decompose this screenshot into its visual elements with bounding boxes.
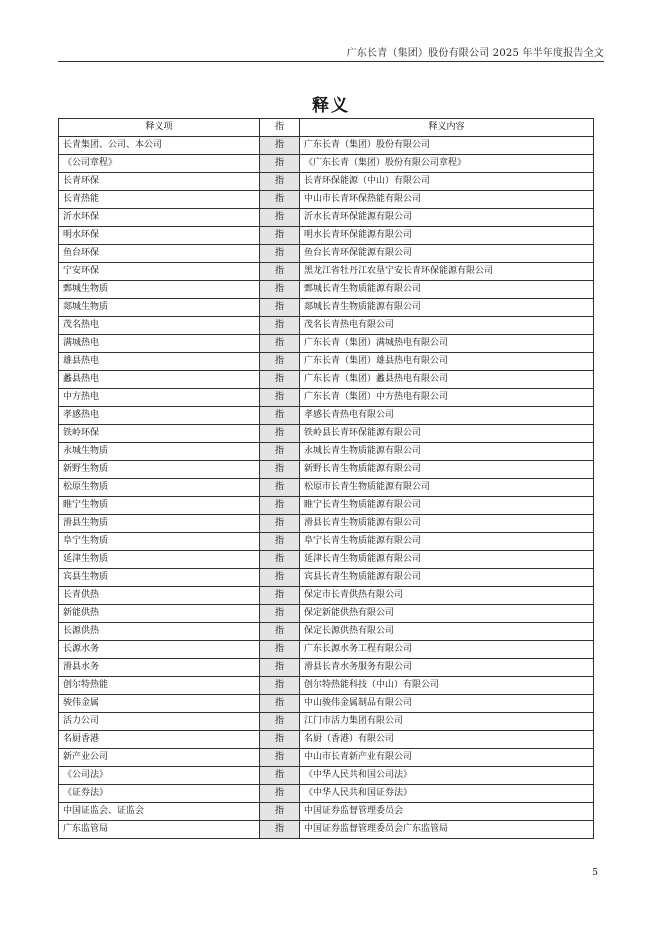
term-cell: 长源供热 <box>59 623 260 641</box>
column-header-meaning: 释义内容 <box>300 119 594 137</box>
ref-cell: 指 <box>260 173 300 191</box>
table-row <box>59 713 594 731</box>
ref-cell: 指 <box>260 821 300 839</box>
table-row <box>59 353 594 371</box>
term-cell: 创尔特热能 <box>59 677 260 695</box>
ref-cell: 指 <box>260 443 300 461</box>
ref-cell: 指 <box>260 533 300 551</box>
term-cell: 长青热能 <box>59 191 260 209</box>
term-cell: 《证券法》 <box>59 785 260 803</box>
term-cell: 铁岭环保 <box>59 425 260 443</box>
table-row <box>59 317 594 335</box>
meaning-cell: 保定长源供热有限公司 <box>300 623 594 641</box>
term-cell: 滑县水务 <box>59 659 260 677</box>
table-row <box>59 767 594 785</box>
term-cell: 中国证监会、证监会 <box>59 803 260 821</box>
term-cell: 新野生物质 <box>59 461 260 479</box>
table-row <box>59 731 594 749</box>
table-row <box>59 695 594 713</box>
term-cell: 蠡县热电 <box>59 371 260 389</box>
meaning-cell: 保定市长青供热有限公司 <box>300 587 594 605</box>
term-cell: 《公司章程》 <box>59 155 260 173</box>
table-row <box>59 461 594 479</box>
term-cell: 鱼台环保 <box>59 245 260 263</box>
term-cell: 孝感热电 <box>59 407 260 425</box>
term-cell: 满城热电 <box>59 335 260 353</box>
meaning-cell: 广东长青（集团）股份有限公司 <box>300 137 594 155</box>
meaning-cell: 鄄城长青生物质能源有限公司 <box>300 281 594 299</box>
ref-cell: 指 <box>260 587 300 605</box>
table-row <box>59 479 594 497</box>
ref-cell: 指 <box>260 515 300 533</box>
ref-cell: 指 <box>260 785 300 803</box>
meaning-cell: 滑县长青水务服务有限公司 <box>300 659 594 677</box>
table-row <box>59 209 594 227</box>
term-cell: 长源水务 <box>59 641 260 659</box>
term-cell: 滑县生物质 <box>59 515 260 533</box>
table-row <box>59 281 594 299</box>
table-row <box>59 587 594 605</box>
table-row <box>59 803 594 821</box>
ref-cell: 指 <box>260 335 300 353</box>
meaning-cell: 名厨（香港）有限公司 <box>300 731 594 749</box>
term-cell: 明水环保 <box>59 227 260 245</box>
table-row <box>59 569 594 587</box>
meaning-cell: 明水长青环保能源有限公司 <box>300 227 594 245</box>
page-title: 释义 <box>312 96 350 116</box>
table-row <box>59 263 594 281</box>
meaning-cell: 新野长青生物质能源有限公司 <box>300 461 594 479</box>
table-row <box>59 425 594 443</box>
ref-cell: 指 <box>260 551 300 569</box>
ref-cell: 指 <box>260 155 300 173</box>
table-row <box>59 641 594 659</box>
term-cell: 宾县生物质 <box>59 569 260 587</box>
ref-cell: 指 <box>260 371 300 389</box>
meaning-cell: 中国证券监督管理委员会 <box>300 803 594 821</box>
term-cell: 永城生物质 <box>59 443 260 461</box>
table-row <box>59 137 594 155</box>
term-cell: 长青集团、公司、本公司 <box>59 137 260 155</box>
meaning-cell: 铁岭县长青环保能源有限公司 <box>300 425 594 443</box>
meaning-cell: 松原市长青生物质能源有限公司 <box>300 479 594 497</box>
term-cell: 宁安环保 <box>59 263 260 281</box>
meaning-cell: 《广东长青（集团）股份有限公司章程》 <box>300 155 594 173</box>
meaning-cell: 沂水长青环保能源有限公司 <box>300 209 594 227</box>
table-row <box>59 155 594 173</box>
table-row <box>59 749 594 767</box>
meaning-cell: 延津长青生物质能源有限公司 <box>300 551 594 569</box>
table-row <box>59 605 594 623</box>
ref-cell: 指 <box>260 245 300 263</box>
definitions-table <box>58 118 594 839</box>
ref-cell: 指 <box>260 227 300 245</box>
meaning-cell: 江门市活力集团有限公司 <box>300 713 594 731</box>
ref-cell: 指 <box>260 209 300 227</box>
meaning-cell: 广东长源水务工程有限公司 <box>300 641 594 659</box>
term-cell: 活力公司 <box>59 713 260 731</box>
table-row <box>59 371 594 389</box>
table-row <box>59 659 594 677</box>
table-row <box>59 227 594 245</box>
column-header-term: 释义项 <box>59 119 260 137</box>
ref-cell: 指 <box>260 605 300 623</box>
ref-cell: 指 <box>260 191 300 209</box>
meaning-cell: 广东长青（集团）蠡县热电有限公司 <box>300 371 594 389</box>
ref-cell: 指 <box>260 569 300 587</box>
table-row <box>59 551 594 569</box>
table-row <box>59 173 594 191</box>
term-cell: 中方热电 <box>59 389 260 407</box>
meaning-cell: 茂名长青热电有限公司 <box>300 317 594 335</box>
table-row <box>59 623 594 641</box>
term-cell: 延津生物质 <box>59 551 260 569</box>
table-row <box>59 821 594 839</box>
ref-cell: 指 <box>260 677 300 695</box>
ref-cell: 指 <box>260 803 300 821</box>
ref-cell: 指 <box>260 659 300 677</box>
ref-cell: 指 <box>260 749 300 767</box>
meaning-cell: 长青环保能源（中山）有限公司 <box>300 173 594 191</box>
term-cell: 广东监管局 <box>59 821 260 839</box>
ref-cell: 指 <box>260 425 300 443</box>
ref-cell: 指 <box>260 263 300 281</box>
term-cell: 鄄城生物质 <box>59 281 260 299</box>
table-row <box>59 443 594 461</box>
column-header-ref: 指 <box>260 119 300 137</box>
ref-cell: 指 <box>260 479 300 497</box>
ref-cell: 指 <box>260 641 300 659</box>
meaning-cell: 鱼台长青环保能源有限公司 <box>300 245 594 263</box>
table-row <box>59 191 594 209</box>
term-cell: 名厨香港 <box>59 731 260 749</box>
ref-cell: 指 <box>260 695 300 713</box>
ref-cell: 指 <box>260 713 300 731</box>
ref-cell: 指 <box>260 497 300 515</box>
term-cell: 茂名热电 <box>59 317 260 335</box>
table-row <box>59 299 594 317</box>
term-cell: 雄县热电 <box>59 353 260 371</box>
term-cell: 睢宁生物质 <box>59 497 260 515</box>
term-cell: 新产业公司 <box>59 749 260 767</box>
table-row <box>59 515 594 533</box>
meaning-cell: 阜宁长青生物质能源有限公司 <box>300 533 594 551</box>
term-cell: 《公司法》 <box>59 767 260 785</box>
table-header-row <box>59 119 594 137</box>
table-row <box>59 389 594 407</box>
ref-cell: 指 <box>260 389 300 407</box>
meaning-cell: 中国证券监督管理委员会广东监管局 <box>300 821 594 839</box>
ref-cell: 指 <box>260 731 300 749</box>
meaning-cell: 郯城长青生物质能源有限公司 <box>300 299 594 317</box>
meaning-cell: 《中华人民共和国公司法》 <box>300 767 594 785</box>
table-row <box>59 533 594 551</box>
term-cell: 长青环保 <box>59 173 260 191</box>
ref-cell: 指 <box>260 137 300 155</box>
table-row <box>59 335 594 353</box>
meaning-cell: 黑龙江省牡丹江农垦宁安长青环保能源有限公司 <box>300 263 594 281</box>
term-cell: 松原生物质 <box>59 479 260 497</box>
table-row <box>59 677 594 695</box>
page-header: 广东长青（集团）股份有限公司 2025 年半年度报告全文 <box>346 48 604 59</box>
table-row <box>59 407 594 425</box>
meaning-cell: 中山市长青新产业有限公司 <box>300 749 594 767</box>
term-cell: 沂水环保 <box>59 209 260 227</box>
meaning-cell: 滑县长青生物质能源有限公司 <box>300 515 594 533</box>
meaning-cell: 中山骏伟金属制品有限公司 <box>300 695 594 713</box>
meaning-cell: 广东长青（集团）满城热电有限公司 <box>300 335 594 353</box>
ref-cell: 指 <box>260 317 300 335</box>
ref-cell: 指 <box>260 299 300 317</box>
meaning-cell: 宾县长青生物质能源有限公司 <box>300 569 594 587</box>
ref-cell: 指 <box>260 407 300 425</box>
ref-cell: 指 <box>260 623 300 641</box>
term-cell: 郯城生物质 <box>59 299 260 317</box>
meaning-cell: 广东长青（集团）雄县热电有限公司 <box>300 353 594 371</box>
term-cell: 长青供热 <box>59 587 260 605</box>
term-cell: 骏伟金属 <box>59 695 260 713</box>
meaning-cell: 孝感长青热电有限公司 <box>300 407 594 425</box>
table-row <box>59 245 594 263</box>
ref-cell: 指 <box>260 767 300 785</box>
meaning-cell: 创尔特热能科技（中山）有限公司 <box>300 677 594 695</box>
ref-cell: 指 <box>260 461 300 479</box>
meaning-cell: 广东长青（集团）中方热电有限公司 <box>300 389 594 407</box>
header-divider <box>58 61 604 62</box>
page-number: 5 <box>592 868 598 878</box>
term-cell: 阜宁生物质 <box>59 533 260 551</box>
table-row <box>59 785 594 803</box>
meaning-cell: 《中华人民共和国证券法》 <box>300 785 594 803</box>
table-row <box>59 497 594 515</box>
ref-cell: 指 <box>260 281 300 299</box>
meaning-cell: 睢宁长青生物质能源有限公司 <box>300 497 594 515</box>
ref-cell: 指 <box>260 353 300 371</box>
meaning-cell: 保定新能供热有限公司 <box>300 605 594 623</box>
meaning-cell: 永城长青生物质能源有限公司 <box>300 443 594 461</box>
meaning-cell: 中山市长青环保热能有限公司 <box>300 191 594 209</box>
term-cell: 新能供热 <box>59 605 260 623</box>
